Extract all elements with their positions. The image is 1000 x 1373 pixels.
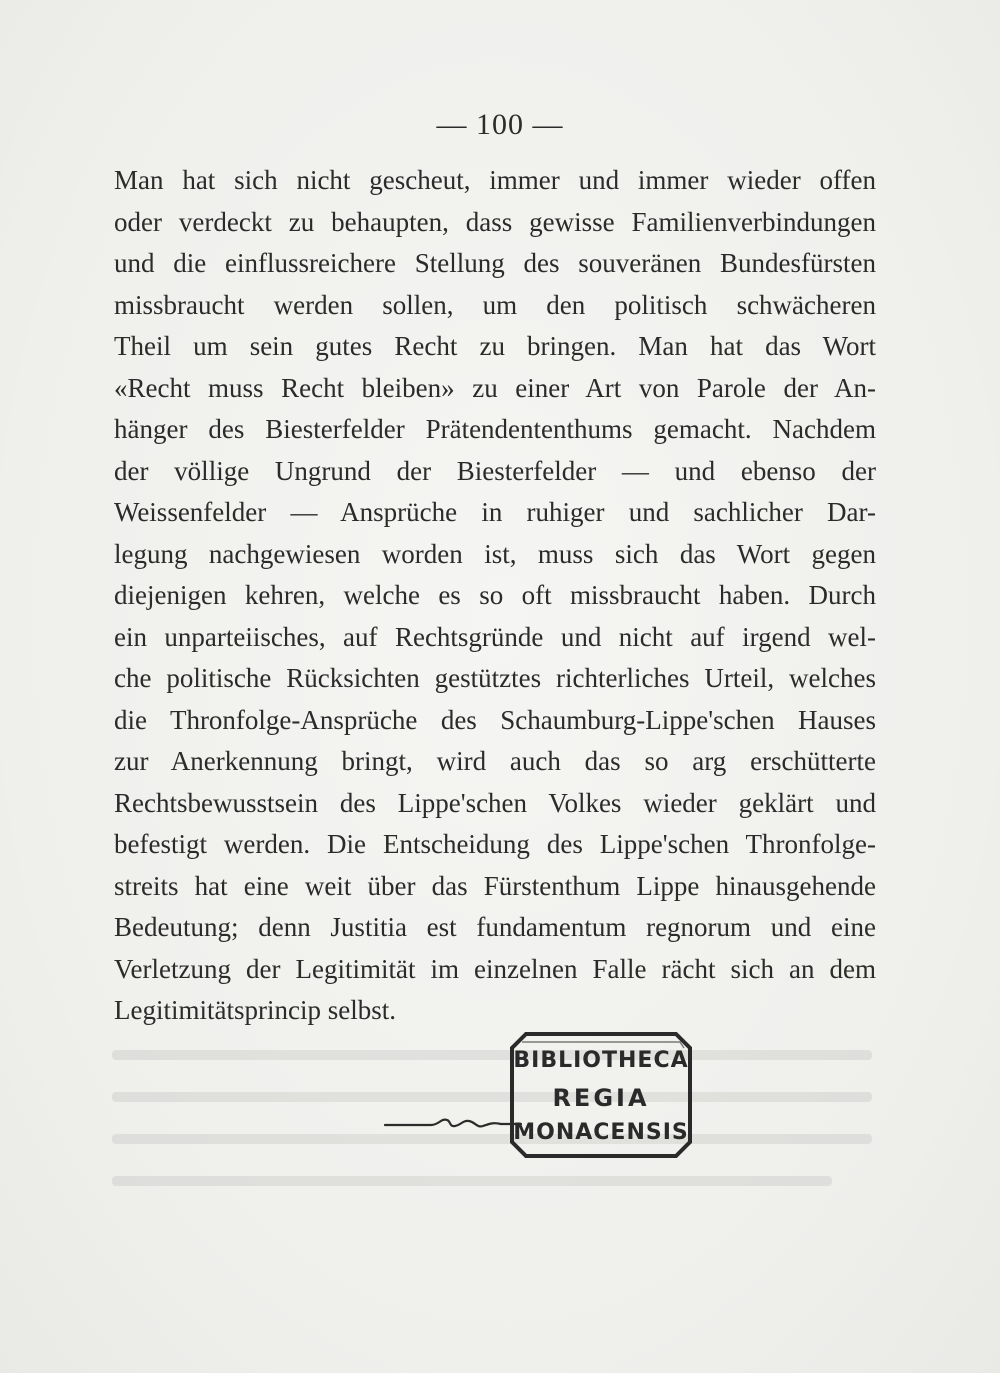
text-line: und die einflussreichere Stellung des souveränen Bundesfürsten [114, 248, 876, 278]
text-line: legung nachgewiesen worden ist, muss sich das Wort gegen [114, 538, 876, 569]
page-number: — 100 — [436, 108, 564, 141]
text-line: streits hat eine weit über das Fürstenthum Lippe hinausgehende [114, 870, 876, 901]
text-line: «Recht muss Recht bleiben» zu einer Art von Parole der An- [114, 372, 876, 403]
text-line: zur Anerkennung bringt, wird auch das so arg erschütterte [114, 746, 876, 776]
text-line: hänger des Biesterfelder Prätendententhums gemacht. Nachdem [114, 414, 876, 444]
text-line: Rechtsbewusstsein des Lippe'schen Volkes wieder geklärt und [114, 787, 876, 818]
stamp-line-3: MONACENSIS [513, 1120, 689, 1145]
text-line: Bedeutung; denn Justitia est fundamentum regnorum und eine [114, 912, 876, 942]
stamp-line-1: BIBLIOTHECA [513, 1048, 689, 1073]
text-line: che politische Rücksichten gestütztes richterliches Urteil, welches [114, 663, 876, 693]
text-line: Man hat sich nicht gescheut, immer und immer wieder offen [114, 165, 876, 195]
stamp-line-2: REGIA [552, 1084, 650, 1112]
text-line: ein unparteiisches, auf Rechtsgründe und nicht auf irgend wel- [114, 621, 876, 652]
text-line: der völlige Ungrund der Biesterfelder — und ebenso der [114, 455, 876, 486]
text-line-last: Legitimitätsprincip selbst. [114, 995, 396, 1025]
library-stamp [508, 1028, 694, 1162]
text-line: missbraucht werden sollen, um den politisch schwächeren [114, 289, 876, 320]
text-line: Verletzung der Legitimität im einzelnen Falle rächt sich an dem [114, 953, 876, 984]
text-line: die Thronfolge-Ansprüche des Schaumburg-Lippe'schen Hauses [114, 704, 876, 735]
ornament-divider-icon [383, 1108, 523, 1138]
text-line: diejenigen kehren, welche es so oft missbraucht haben. Durch [114, 580, 876, 610]
text-line: Theil um sein gutes Recht zu bringen. Man hat das Wort [114, 331, 876, 361]
body-text [114, 160, 876, 1032]
text-line: befestigt werden. Die Entscheidung des Lippe'schen Thronfolge- [114, 829, 876, 859]
text-line: oder verdeckt zu behaupten, dass gewisse Familienverbindungen [114, 206, 876, 237]
text-line: Weissenfelder — Ansprüche in ruhiger und sachlicher Dar- [114, 497, 876, 527]
